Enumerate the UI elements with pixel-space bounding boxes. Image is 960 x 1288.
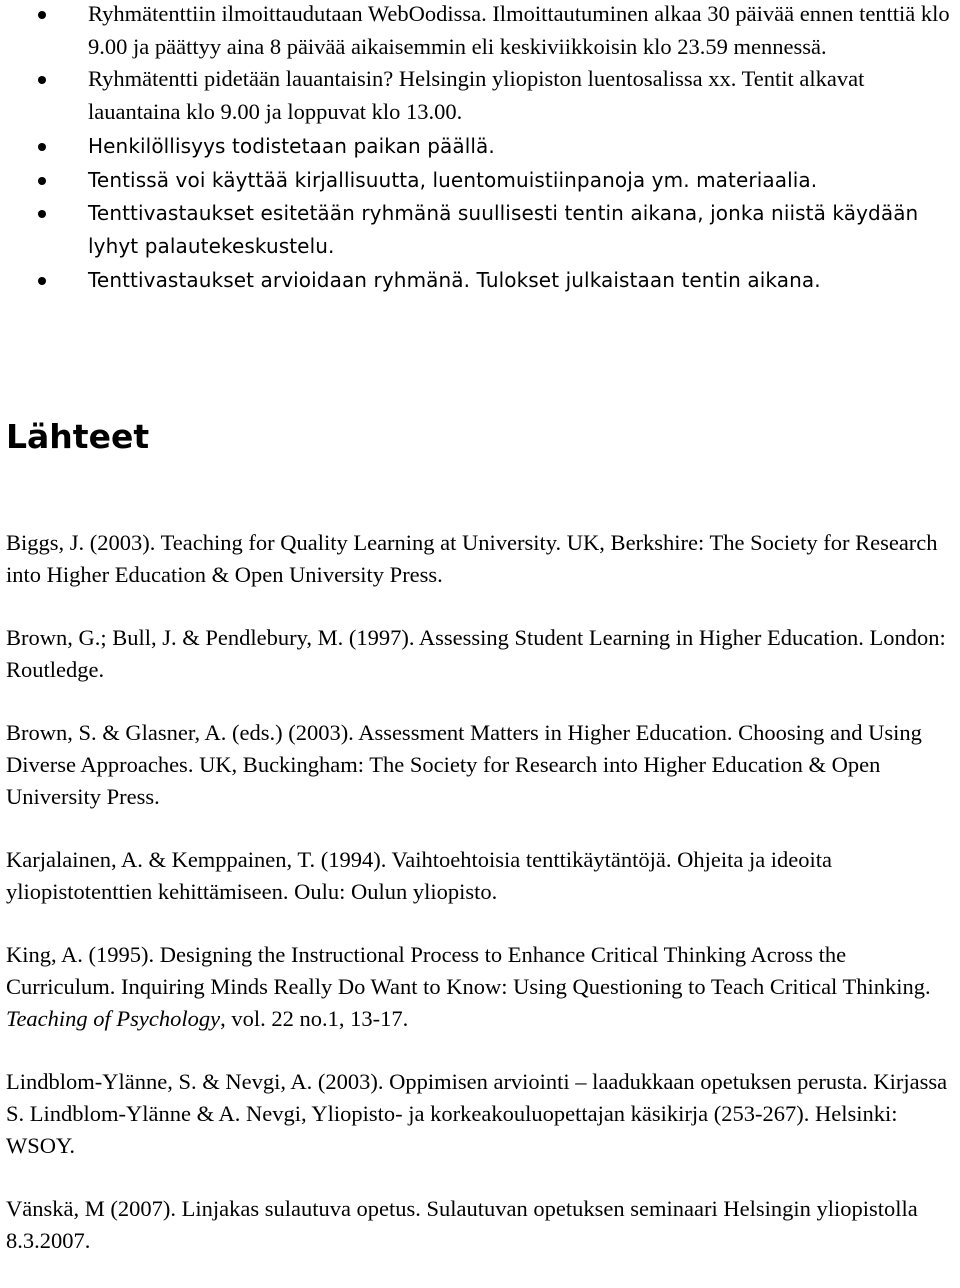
- list-item-text: Tenttivastaukset arvioidaan ryhmänä. Tulokset julkaistaan tentin aikana.: [88, 268, 821, 292]
- references-list: [6, 527, 956, 1288]
- list-item: [0, 262, 960, 297]
- exam-instructions-list: [0, 0, 960, 297]
- reference-text: King, A. (1995). Designing the Instructional Process to Enhance Critical Thinking Across the Curriculum. Inquiring Minds Really Do Want to Know: Using Questioning to Teach Critical Thinking.: [6, 942, 931, 999]
- reference-entry: Biggs, J. (2003). Teaching for Quality Learning at University. UK, Berkshire: The Society for Research into Higher Education & Open University Press.: [6, 530, 938, 587]
- reference-entry: Vänskä, M (2007). Linjakas sulautuva opetus. Sulautuvan opetuksen seminaari Helsingin yliopistolla 8.3.2007.: [6, 1196, 918, 1253]
- bullet-icon: [38, 210, 46, 218]
- bullet-icon: [38, 11, 46, 19]
- reference-entry: Lindblom-Ylänne, S. & Nevgi, A. (2003). Oppimisen arviointi – laadukkaan opetuksen perusta. Kirjassa S. Lindblom-Ylänne & A. Nevgi, Yliopisto- ja korkeakouluopettajan käsikirja (253-267). Helsinki: WSOY.: [6, 1069, 948, 1158]
- reference-entry: Brown, S. & Glasner, A. (eds.) (2003). Assessment Matters in Higher Education. Choosing and Using Diverse Approaches. UK, Buckingham: The Society for Research into Higher Education & Open University Press.: [6, 720, 922, 809]
- bullet-icon: [38, 177, 46, 185]
- list-item-text: Tentissä voi käyttää kirjallisuutta, luentomuistiinpanoja ym. materiaalia.: [88, 167, 818, 192]
- reference-entry: Karjalainen, A. & Kemppainen, T. (1994). Vaihtoehtoisia tenttikäytäntöjä. Ohjeita ja ideoita yliopistotenttien kehittämiseen. Oulu: Oulun yliopisto.: [6, 847, 833, 904]
- reference-text: , vol. 22 no.1, 13-17.: [220, 1006, 409, 1031]
- list-item-text: Henkilöllisyys todistetaan paikan päällä.: [88, 134, 495, 158]
- list-item-text: Ryhmätenttiin ilmoittaudutaan WebOodissa. Ilmoittautuminen alkaa 30 päivää ennen tenttiä klo 9.00 ja päättyy aina 8 päivää aikaisemmin eli keskiviikkoisin klo 23.59 mennessä.: [88, 1, 950, 59]
- list-item-text: Tenttivastaukset esitetään ryhmänä suullisesti tentin aikana, jonka niistä käydään lyhyt palautekeskustelu.: [88, 201, 919, 258]
- list-item: [0, 163, 960, 197]
- journal-title: Teaching of Psychology: [6, 1006, 221, 1031]
- list-item-text: Ryhmätentti pidetään lauantaisin? Helsingin yliopiston luentosalissa xx. Tentit alkavat lauantaina klo 9.00 ja loppuvat klo 13.00.: [88, 66, 865, 124]
- reference-entry: Brown, G.; Bull, J. & Pendlebury, M. (1997). Assessing Student Learning in Higher Education. London: Routledge.: [6, 625, 946, 682]
- bullet-icon: [38, 76, 46, 84]
- references-heading: Lähteet: [6, 417, 150, 456]
- bullet-icon: [38, 277, 46, 285]
- bullet-icon: [38, 143, 46, 151]
- list-item: [0, 63, 960, 128]
- list-item: [0, 0, 960, 63]
- list-item: [0, 196, 960, 262]
- list-item: [0, 128, 960, 163]
- reference-entry: [6, 939, 956, 1035]
